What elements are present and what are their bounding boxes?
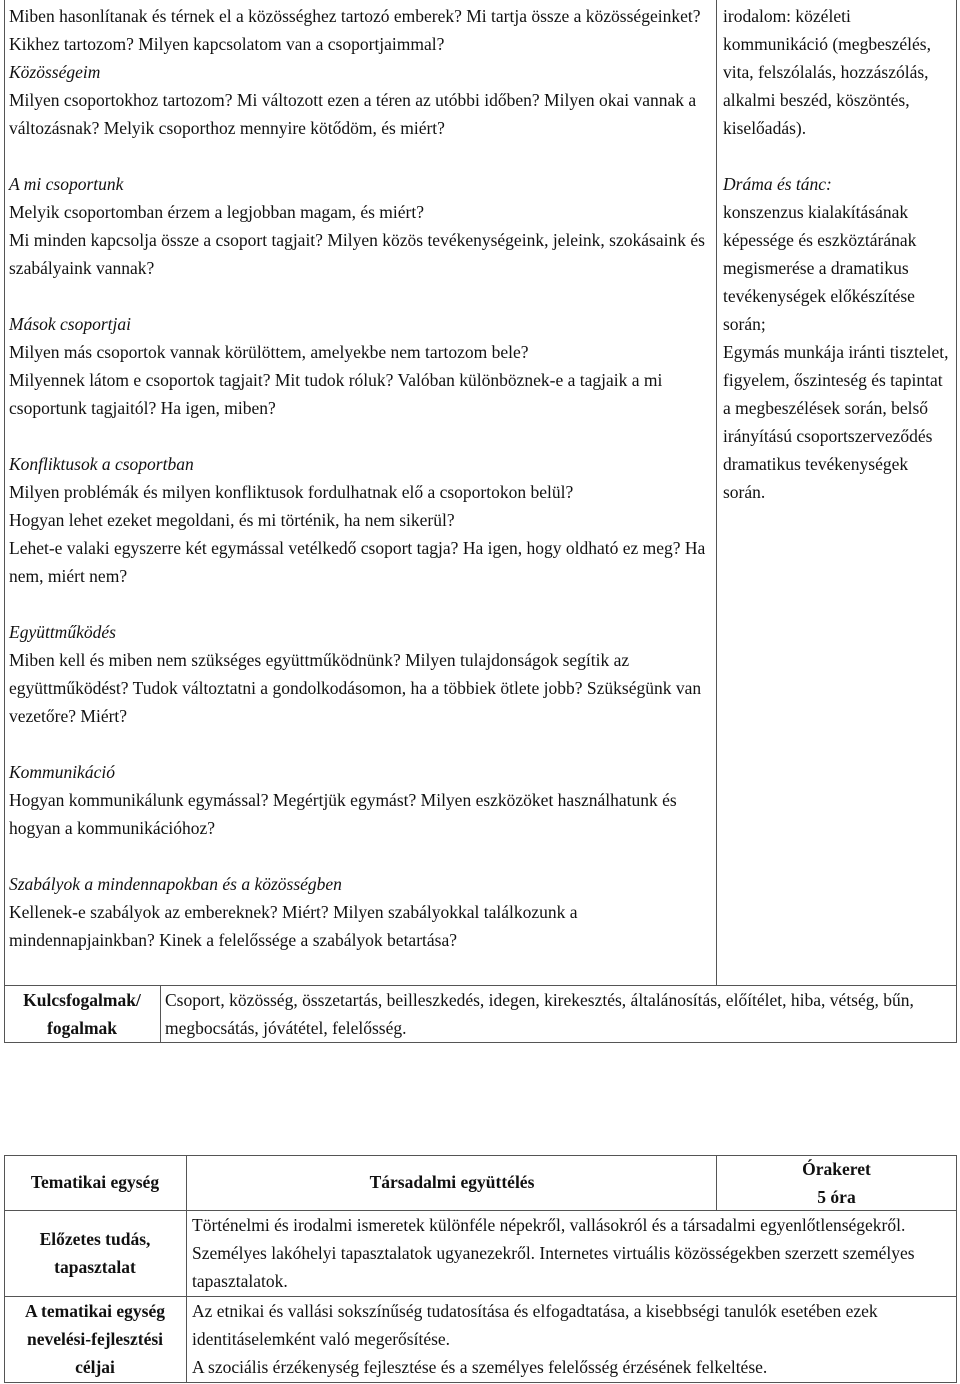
paragraph: Lehet-e valaki egyszerre két egymással vetélkedő csoport tagja? Ha igen, hogy oldható ez meg? Ha nem, miért nem? [9,538,706,586]
top-table-column-divider [716,0,717,985]
key-concepts-label: Kulcsfogalmak/ fogalmak [23,990,141,1038]
paragraph: konszenzus kialakításának képessége és eszköztárának megismerése a dramatikus tevékenységek előkészítése során; [723,202,917,334]
paragraph: Milyen más csoportok vannak körülöttem, amelyekbe nem tartozom bele? [9,342,529,362]
paragraph: Mi minden kapcsolja össze a csoport tagjait? Milyen közös tevékenységeink, jeleink, szokásaink és szabályaink vannak? [9,230,705,278]
unit-table-hours-divider [716,1155,717,1211]
unit-table-right-border [956,1155,957,1383]
unit-goals-text-2: A szociális érzékenység fejlesztése és a személyes felelősség érzésének felkeltése. [192,1357,768,1377]
hours-value: 5 óra [817,1187,856,1207]
unit-goals-label: A tematikai egység nevelési-fejlesztési céljai [25,1301,165,1377]
section-heading: A mi csoportunk [9,174,124,194]
paragraph-gap [723,142,953,170]
content-right-column [723,2,953,506]
paragraph: Kellenek-e szabályok az embereknek? Miért? Milyen szabályokkal találkozunk a mindennapjainkban? Kinek a felelőssége a szabályok betartása? [9,902,578,950]
paragraph: Milyen csoportokhoz tartozom? Mi változott ezen a téren az utóbbi időben? Milyen okai vannak a változásnak? Melyik csoporthoz mennyire kötődöm, és miért? [9,90,697,138]
unit-title: Társadalmi együttélés [369,1172,535,1192]
paragraph-gap [9,730,713,758]
prior-knowledge-text: Történelmi és irodalmi ismeretek különféle népekről, vallásokról és a társadalmi egyenlőtlenségekről. Személyes lakóhelyi tapasztalatok ugyanezekről. Internetes virtuális közösségekben szerzett személyes tapasztalatok. [192,1215,915,1291]
unit-goals-text-1: Az etnikai és vallási sokszínűség tudatosítása és elfogadtatása, a kisebbségi tanulók esetében ezek identitáselemként való megerősítése. [192,1301,878,1349]
hours-label: Órakeret [802,1159,871,1179]
paragraph: Milyen problémák és milyen konfliktusok fordulhatnak elő a csoportokon belül? [9,482,574,502]
top-table-left-border [4,0,5,1043]
section-heading: Mások csoportjai [9,314,132,334]
key-concepts-text: Csoport, közösség, összetartás, beilleszkedés, idegen, kirekesztés, általánosítás, előítélet, hiba, vétség, bűn, megbocsátás, jóvátétel, felelősség. [165,990,914,1038]
unit-table-bottom-border [4,1382,957,1383]
paragraph-gap [9,842,713,870]
section-heading: Kommunikáció [9,762,115,782]
prior-knowledge-label: Előzetes tudás, tapasztalat [39,1229,151,1277]
section-heading: Közösségeim [9,62,101,82]
section-heading: Dráma és tánc: [723,174,832,194]
paragraph: irodalom: közéleti kommunikáció (megbeszélés, vita, felszólalás, hozzászólás, alkalmi beszéd, köszöntés, kiselőadás). [723,6,931,138]
unit-table-label-divider [186,1155,187,1383]
paragraph: Miben hasonlítanak és térnek el a közösséghez tartozó emberek? Mi tartja össze a közösségeinket? Kikhez tartozom? Milyen kapcsolatom van a csoportjaimmal? [9,6,701,54]
paragraph: Miben kell és miben nem szükséges együttműködnünk? Milyen tulajdonságok segítik az együttműködést? Tudok változtatni a gondolkodásomon, ha a többiek ötlete jobb? Szükségünk van vezetőre? Miért? [9,650,702,726]
paragraph: Melyik csoportomban érzem a legjobban magam, és miért? [9,202,425,222]
top-table-right-border [956,0,957,1043]
paragraph: Hogyan kommunikálunk egymással? Megértjük egymást? Milyen eszközöket használhatunk és hogyan a kommunikációhoz? [9,790,677,838]
paragraph-gap [9,282,713,310]
paragraph-gap [9,142,713,170]
section-heading: Szabályok a mindennapokban és a közösségben [9,874,342,894]
unit-label: Tematikai egység [30,1172,160,1192]
content-left-column [9,2,713,954]
section-heading: Konfliktusok a csoportban [9,454,194,474]
paragraph: Milyennek látom e csoportok tagjait? Mit tudok róluk? Valóban különböznek-e a tagjaik a mi csoportunk tagjaitól? Ha igen, miben? [9,370,663,418]
paragraph-gap [9,590,713,618]
unit-table-left-border [4,1155,5,1383]
key-concepts-divider [160,985,161,1043]
section-heading: Együttműködés [9,622,116,642]
top-table-bottom-border [4,1042,957,1043]
paragraph: Hogyan lehet ezeket megoldani, és mi történik, ha nem sikerül? [9,510,455,530]
paragraph: Egymás munkája iránti tisztelet, figyelem, őszinteség és tapintat a megbeszélések során, belső irányítású csoportszerveződés dramatikus tevékenységek során. [723,342,949,502]
paragraph-gap [9,422,713,450]
